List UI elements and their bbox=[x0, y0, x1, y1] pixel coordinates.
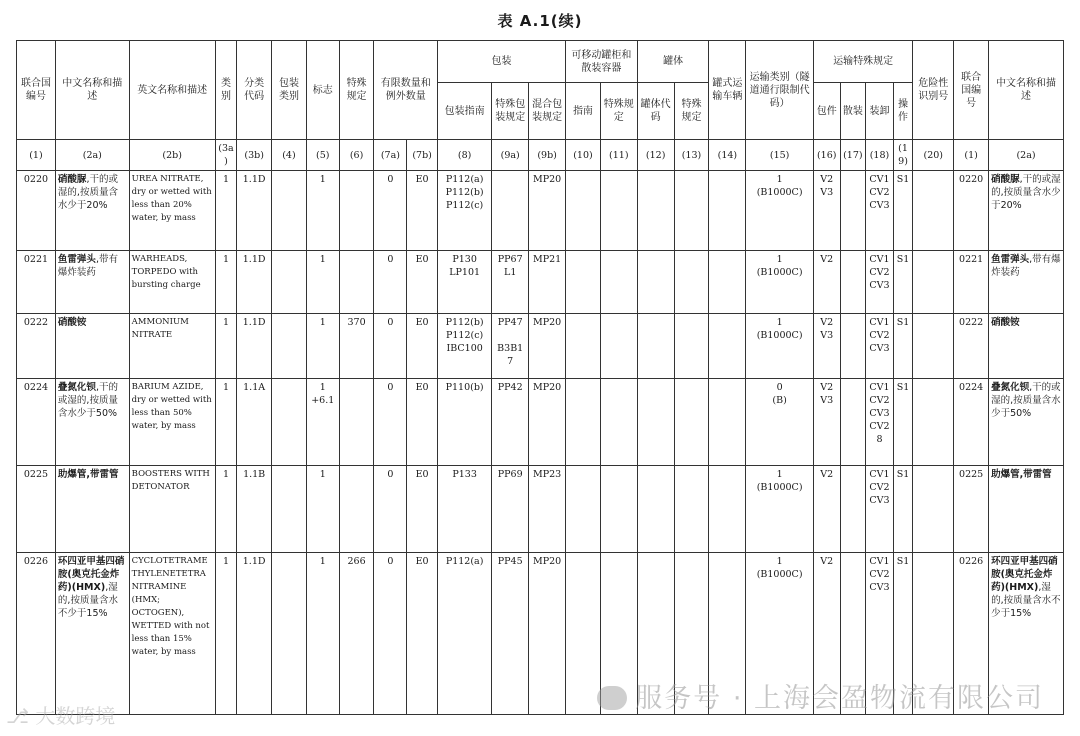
class: 1 bbox=[215, 251, 237, 314]
special-provision: 266 bbox=[339, 553, 374, 715]
column-number: (9a) bbox=[492, 140, 529, 171]
name-cn-repeat bbox=[989, 466, 1064, 553]
name-cn-repeat bbox=[989, 314, 1064, 379]
ts-packages: V2 V3 bbox=[813, 314, 840, 379]
packing-special bbox=[492, 171, 529, 251]
header-tank-code: 罐体代码 bbox=[637, 83, 674, 140]
ts-bulk bbox=[840, 314, 866, 379]
column-number: (19) bbox=[893, 140, 912, 171]
tank-special bbox=[674, 171, 709, 251]
portable-special bbox=[600, 314, 637, 379]
ts-bulk bbox=[840, 251, 866, 314]
name-en: BARIUM AZIDE, dry or wetted with less than 50% water, by mass bbox=[129, 379, 215, 466]
packing-instruction: P112(a) P112(b) P112(c) bbox=[437, 171, 491, 251]
tank-special bbox=[674, 314, 709, 379]
packing-instruction: P110(b) bbox=[437, 379, 491, 466]
ts-loading: CV1 CV2 CV3 CV28 bbox=[866, 379, 894, 466]
name-cn-bold: 叠氮化钡 bbox=[57, 382, 96, 393]
name-cn-bold: 叠氮化钡 bbox=[991, 382, 1030, 393]
dangerous-goods-table bbox=[16, 40, 1064, 715]
mixed-packing: MP20 bbox=[529, 379, 566, 466]
column-number: (20) bbox=[913, 140, 954, 171]
transport-category: 1 (B1000C) bbox=[746, 553, 814, 715]
special-provision bbox=[339, 171, 374, 251]
column-number: (14) bbox=[709, 140, 746, 171]
packing-group bbox=[272, 171, 307, 251]
name-cn-rest: ,干的或湿的,按质量含水少于20% bbox=[57, 174, 118, 211]
class: 1 bbox=[215, 314, 237, 379]
un-number: 0221 bbox=[17, 251, 56, 314]
transport-category: 0 (B) bbox=[746, 379, 814, 466]
excepted-quantity: E0 bbox=[407, 379, 438, 466]
un-number-repeat: 0225 bbox=[954, 466, 989, 553]
header-packaging: 包装 bbox=[437, 41, 565, 83]
portable-special bbox=[600, 171, 637, 251]
tank-vehicle bbox=[709, 314, 746, 379]
ts-loading: CV1 CV2 CV3 bbox=[866, 171, 894, 251]
corner-watermark: ⎇ 大数跨境 bbox=[6, 704, 116, 728]
excepted-quantity: E0 bbox=[407, 553, 438, 715]
header-transport-cat: 运输类别（隧道通行限制代码） bbox=[746, 41, 814, 140]
column-number: (2b) bbox=[129, 140, 215, 171]
ts-packages: V2 bbox=[813, 466, 840, 553]
ts-bulk bbox=[840, 171, 866, 251]
service-watermark bbox=[597, 676, 1044, 715]
hazard-id bbox=[913, 379, 954, 466]
header-name-en: 英文名称和描述 bbox=[129, 41, 215, 140]
column-number: (13) bbox=[674, 140, 709, 171]
name-en: BOOSTERS WITH DETONATOR bbox=[129, 466, 215, 553]
ts-operation: S1 bbox=[893, 251, 912, 314]
packing-special: PP67 L1 bbox=[492, 251, 529, 314]
name-en: WARHEADS, TORPEDO with bursting charge bbox=[129, 251, 215, 314]
class: 1 bbox=[215, 379, 237, 466]
portable-instruction bbox=[566, 553, 601, 715]
header-transport-special: 运输特殊规定 bbox=[813, 41, 912, 83]
name-cn-bold: 环四亚甲基四硝胺(奥克托金炸药)(HMX) bbox=[991, 556, 1058, 593]
header-un-no: 联合国编号 bbox=[17, 41, 56, 140]
packing-group bbox=[272, 379, 307, 466]
limited-quantity: 0 bbox=[374, 553, 407, 715]
un-number-repeat: 0221 bbox=[954, 251, 989, 314]
name-cn-repeat bbox=[989, 171, 1064, 251]
column-number: (17) bbox=[840, 140, 866, 171]
special-provision bbox=[339, 466, 374, 553]
name-cn bbox=[55, 553, 129, 715]
name-cn-bold: 鱼雷弹头 bbox=[991, 254, 1030, 265]
portable-instruction bbox=[566, 379, 601, 466]
hazard-id bbox=[913, 171, 954, 251]
header-port-special: 特殊规定 bbox=[600, 83, 637, 140]
ts-loading: CV1 CV2 CV3 bbox=[866, 314, 894, 379]
ts-packages: V2 bbox=[813, 251, 840, 314]
header-ts-op: 操作 bbox=[893, 83, 912, 140]
hazard-id bbox=[913, 314, 954, 379]
ts-operation: S1 bbox=[893, 466, 912, 553]
limited-quantity: 0 bbox=[374, 466, 407, 553]
packing-special: PP45 bbox=[492, 553, 529, 715]
un-number: 0225 bbox=[17, 466, 56, 553]
name-cn-bold: 助爆管,带雷管 bbox=[991, 469, 1052, 480]
hazard-id bbox=[913, 466, 954, 553]
packing-instruction: P133 bbox=[437, 466, 491, 553]
name-cn bbox=[55, 314, 129, 379]
tank-vehicle bbox=[709, 171, 746, 251]
header-portable: 可移动罐柜和散装容器 bbox=[566, 41, 638, 83]
classification-code: 1.1B bbox=[237, 466, 272, 553]
tank-vehicle bbox=[709, 466, 746, 553]
packing-instruction: P112(b) P112(c) IBC100 bbox=[437, 314, 491, 379]
column-number: (7a) bbox=[374, 140, 407, 171]
mixed-packing: MP20 bbox=[529, 314, 566, 379]
column-number: (9b) bbox=[529, 140, 566, 171]
name-cn bbox=[55, 251, 129, 314]
header-pack-instr: 包装指南 bbox=[437, 83, 491, 140]
name-cn-rest: ,湿的,按质量含水不少于15% bbox=[57, 582, 118, 619]
column-number: (4) bbox=[272, 140, 307, 171]
name-cn-rest: ,带有爆炸装药 bbox=[991, 254, 1061, 278]
hazard-id bbox=[913, 251, 954, 314]
column-number: (3b) bbox=[237, 140, 272, 171]
name-cn-bold: 硝酸脲 bbox=[57, 174, 87, 185]
limited-quantity: 0 bbox=[374, 379, 407, 466]
un-number: 0222 bbox=[17, 314, 56, 379]
label: 1 bbox=[306, 251, 339, 314]
name-cn-rest: ,干的或湿的,按质量含水少于50% bbox=[57, 382, 118, 419]
header-mixed: 混合包装规定 bbox=[529, 83, 566, 140]
column-number: (18) bbox=[866, 140, 894, 171]
header-label: 标志 bbox=[306, 41, 339, 140]
un-number: 0220 bbox=[17, 171, 56, 251]
header-tank: 罐体 bbox=[637, 41, 709, 83]
special-provision bbox=[339, 379, 374, 466]
name-cn-rest: ,干的或湿的,按质量含水少于20% bbox=[991, 174, 1061, 211]
mixed-packing: MP23 bbox=[529, 466, 566, 553]
column-number: (11) bbox=[600, 140, 637, 171]
table-row bbox=[17, 466, 1064, 553]
name-cn-bold: 硝酸脲 bbox=[991, 174, 1020, 185]
ts-operation: S1 bbox=[893, 553, 912, 715]
class: 1 bbox=[215, 171, 237, 251]
header-vehicle: 罐式运输车辆 bbox=[709, 41, 746, 140]
name-cn-bold: 助爆管,带雷管 bbox=[57, 469, 119, 480]
name-cn bbox=[55, 466, 129, 553]
portable-special bbox=[600, 379, 637, 466]
table-row bbox=[17, 251, 1064, 314]
ts-bulk bbox=[840, 466, 866, 553]
transport-category: 1 (B1000C) bbox=[746, 314, 814, 379]
excepted-quantity: E0 bbox=[407, 314, 438, 379]
un-number: 0226 bbox=[17, 553, 56, 715]
class: 1 bbox=[215, 466, 237, 553]
header-limited: 有限数量和例外数量 bbox=[374, 41, 438, 140]
corner-watermark-text: 大数跨境 bbox=[35, 704, 116, 728]
classification-code: 1.1D bbox=[237, 314, 272, 379]
ts-operation: S1 bbox=[893, 379, 912, 466]
column-number: (6) bbox=[339, 140, 374, 171]
ts-packages: V2 V3 bbox=[813, 171, 840, 251]
classification-code: 1.1D bbox=[237, 251, 272, 314]
column-number: (12) bbox=[637, 140, 674, 171]
un-number-repeat: 0224 bbox=[954, 379, 989, 466]
class: 1 bbox=[215, 553, 237, 715]
header-name-cn: 中文名称和描述 bbox=[55, 41, 129, 140]
column-number: (1) bbox=[17, 140, 56, 171]
name-cn-bold: 环四亚甲基四硝胺(奥克托金炸药)(HMX) bbox=[57, 556, 125, 593]
special-provision bbox=[339, 251, 374, 314]
name-cn-rest: ,带有爆炸装药 bbox=[57, 254, 118, 278]
header-ts-pkg: 包件 bbox=[813, 83, 840, 140]
tank-code bbox=[637, 466, 674, 553]
limited-quantity: 0 bbox=[374, 314, 407, 379]
name-cn bbox=[55, 171, 129, 251]
portable-instruction bbox=[566, 251, 601, 314]
header-special: 特殊规定 bbox=[339, 41, 374, 140]
wechat-icon bbox=[597, 686, 627, 710]
ts-operation: S1 bbox=[893, 314, 912, 379]
name-cn-rest: ,干的或湿的,按质量含水少于50% bbox=[991, 382, 1061, 419]
classification-code: 1.1D bbox=[237, 553, 272, 715]
packing-group bbox=[272, 251, 307, 314]
header-pack-group: 包装类别 bbox=[272, 41, 307, 140]
label: 1 bbox=[306, 466, 339, 553]
name-en: CYCLOTETRAMETHYLENETETRANITRAMINE (HMX; OCTOGEN), WETTED with not less than 15% water, by mass bbox=[129, 553, 215, 715]
column-number: (16) bbox=[813, 140, 840, 171]
name-cn bbox=[55, 379, 129, 466]
tank-code bbox=[637, 171, 674, 251]
classification-code: 1.1D bbox=[237, 171, 272, 251]
packing-instruction: P112(a) bbox=[437, 553, 491, 715]
header-tank-special: 特殊规定 bbox=[674, 83, 709, 140]
tank-special bbox=[674, 379, 709, 466]
packing-group bbox=[272, 553, 307, 715]
column-number: (5) bbox=[306, 140, 339, 171]
name-cn-bold: 鱼雷弹头 bbox=[57, 254, 96, 265]
excepted-quantity: E0 bbox=[407, 171, 438, 251]
transport-category: 1 (B1000C) bbox=[746, 171, 814, 251]
table-row bbox=[17, 379, 1064, 466]
header-hazard-id: 危险性识别号 bbox=[913, 41, 954, 140]
name-en: UREA NITRATE, dry or wetted with less than 20% water, by mass bbox=[129, 171, 215, 251]
excepted-quantity: E0 bbox=[407, 466, 438, 553]
limited-quantity: 0 bbox=[374, 251, 407, 314]
ts-packages: V2 bbox=[813, 553, 840, 715]
mixed-packing: MP21 bbox=[529, 251, 566, 314]
table-row bbox=[17, 171, 1064, 251]
column-number: (3a) bbox=[215, 140, 237, 171]
header-port-instr: 指南 bbox=[566, 83, 601, 140]
portable-special bbox=[600, 466, 637, 553]
header-class: 类别 bbox=[215, 41, 237, 140]
name-cn-repeat bbox=[989, 251, 1064, 314]
packing-special: PP69 bbox=[492, 466, 529, 553]
packing-group bbox=[272, 466, 307, 553]
column-number: (2a) bbox=[989, 140, 1064, 171]
name-cn-bold: 硝酸铵 bbox=[991, 317, 1020, 328]
packing-instruction: P130 LP101 bbox=[437, 251, 491, 314]
column-number: (15) bbox=[746, 140, 814, 171]
ts-loading: CV1 CV2 CV3 bbox=[866, 251, 894, 314]
transport-category: 1 (B1000C) bbox=[746, 466, 814, 553]
ts-bulk bbox=[840, 379, 866, 466]
label: 1 bbox=[306, 171, 339, 251]
packing-group bbox=[272, 314, 307, 379]
label: 1 bbox=[306, 553, 339, 715]
tank-special bbox=[674, 466, 709, 553]
table-title: 表 A.1(续) bbox=[497, 12, 583, 30]
transport-category: 1 (B1000C) bbox=[746, 251, 814, 314]
table-row bbox=[17, 314, 1064, 379]
tank-code bbox=[637, 314, 674, 379]
label: 1 bbox=[306, 314, 339, 379]
column-number: (8) bbox=[437, 140, 491, 171]
limited-quantity: 0 bbox=[374, 171, 407, 251]
un-number-repeat: 0226 bbox=[954, 553, 989, 715]
portable-special bbox=[600, 251, 637, 314]
packing-special: PP42 bbox=[492, 379, 529, 466]
column-number: (1) bbox=[954, 140, 989, 171]
tank-special bbox=[674, 251, 709, 314]
name-cn-repeat bbox=[989, 379, 1064, 466]
un-number: 0224 bbox=[17, 379, 56, 466]
portable-instruction bbox=[566, 314, 601, 379]
special-provision: 370 bbox=[339, 314, 374, 379]
ts-loading: CV1 CV2 CV3 bbox=[866, 466, 894, 553]
mixed-packing: MP20 bbox=[529, 171, 566, 251]
tank-code bbox=[637, 251, 674, 314]
header-ts-load: 装卸 bbox=[866, 83, 894, 140]
header-pack-special: 特殊包装规定 bbox=[492, 83, 529, 140]
header-name-cn-2: 中文名称和描述 bbox=[989, 41, 1064, 140]
tank-vehicle bbox=[709, 379, 746, 466]
un-number-repeat: 0222 bbox=[954, 314, 989, 379]
ts-packages: V2 V3 bbox=[813, 379, 840, 466]
ts-loading: CV1 CV2 CV3 bbox=[866, 553, 894, 715]
mixed-packing: MP20 bbox=[529, 553, 566, 715]
column-number-row bbox=[17, 140, 1064, 171]
column-number: (2a) bbox=[55, 140, 129, 171]
header-ts-bulk: 散装 bbox=[840, 83, 866, 140]
name-cn-rest: ,湿的,按质量含水不少于15% bbox=[991, 582, 1061, 619]
header-un-no-2: 联合国编号 bbox=[954, 41, 989, 140]
name-cn-bold: 硝酸铵 bbox=[57, 317, 87, 328]
portable-instruction bbox=[566, 171, 601, 251]
tank-vehicle bbox=[709, 251, 746, 314]
column-number: (7b) bbox=[407, 140, 438, 171]
portable-instruction bbox=[566, 466, 601, 553]
label: 1 +6.1 bbox=[306, 379, 339, 466]
ts-operation: S1 bbox=[893, 171, 912, 251]
classification-code: 1.1A bbox=[237, 379, 272, 466]
excepted-quantity: E0 bbox=[407, 251, 438, 314]
un-number-repeat: 0220 bbox=[954, 171, 989, 251]
column-number: (10) bbox=[566, 140, 601, 171]
service-watermark-text: 服务号 · 上海会盈物流有限公司 bbox=[635, 683, 1044, 714]
tank-code bbox=[637, 379, 674, 466]
packing-special: PP47 B3B17 bbox=[492, 314, 529, 379]
header-code: 分类代码 bbox=[237, 41, 272, 140]
name-en: AMMONIUM NITRATE bbox=[129, 314, 215, 379]
